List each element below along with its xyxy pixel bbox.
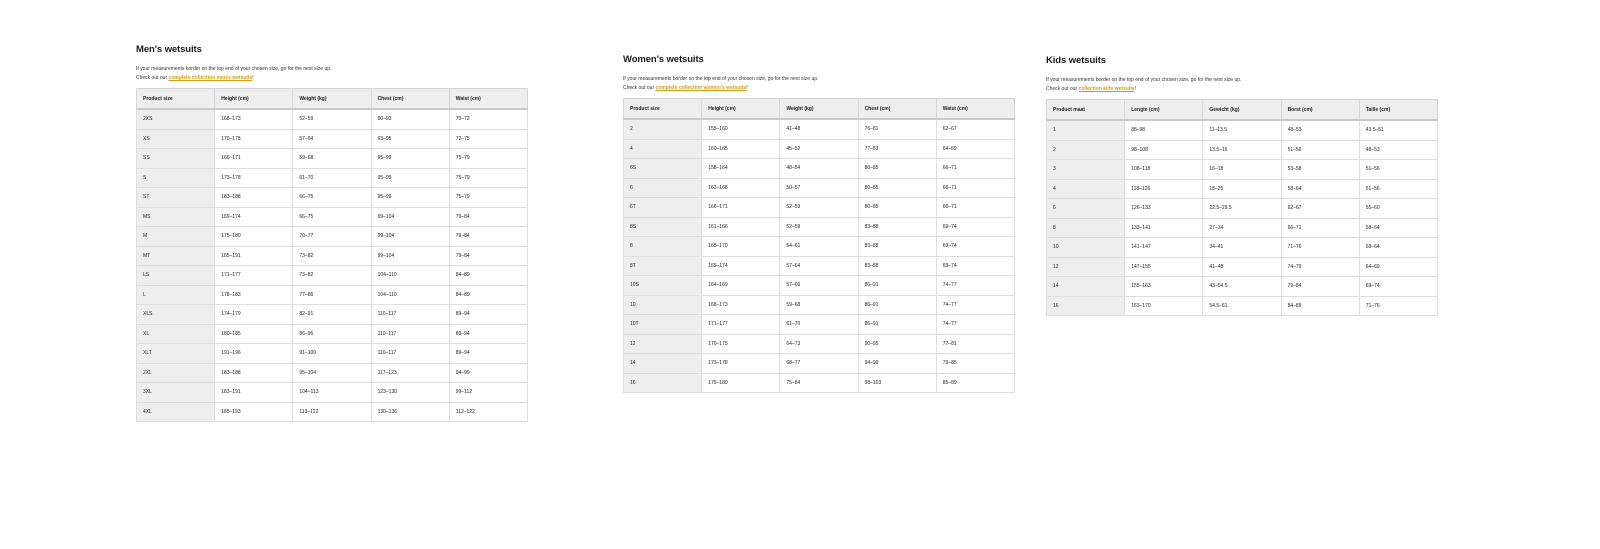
column-header: Chest (cm) bbox=[371, 89, 449, 110]
measurement-cell: 48–53 bbox=[1281, 120, 1359, 140]
measurement-cell: 99–104 bbox=[371, 207, 449, 227]
measurement-cell: 57–64 bbox=[780, 256, 858, 276]
size-cell: M bbox=[137, 227, 215, 247]
size-cell: 6 bbox=[624, 178, 702, 198]
size-cell: 10 bbox=[1047, 238, 1125, 258]
size-cell: 2XL bbox=[137, 363, 215, 383]
size-cell: XLT bbox=[137, 344, 215, 364]
size-cell: 1 bbox=[1047, 120, 1125, 140]
measurement-cell: 88–98 bbox=[1125, 120, 1203, 140]
mens-size-table bbox=[136, 88, 528, 422]
measurement-cell: 95–104 bbox=[293, 363, 371, 383]
measurement-cell: 171–177 bbox=[702, 315, 780, 335]
measurement-cell: 175–180 bbox=[215, 227, 293, 247]
table-row bbox=[1047, 277, 1438, 297]
measurement-cell: 80–85 bbox=[858, 198, 936, 218]
measurement-cell: 89–94 bbox=[449, 344, 527, 364]
measurement-cell: 13.5–16 bbox=[1203, 140, 1281, 160]
measurement-cell: 69–74 bbox=[936, 237, 1014, 257]
column-header: Chest (cm) bbox=[858, 99, 936, 120]
mens-wetsuits-note bbox=[136, 65, 528, 83]
measurement-cell: 58–64 bbox=[1281, 179, 1359, 199]
measurement-cell: 99–104 bbox=[371, 246, 449, 266]
column-header: Weight (kg) bbox=[780, 99, 858, 120]
table-header-row bbox=[137, 89, 528, 110]
measurement-cell: 183–191 bbox=[215, 383, 293, 403]
size-cell: SS bbox=[137, 149, 215, 169]
measurement-cell: 99–104 bbox=[371, 227, 449, 247]
measurement-cell: 48–54 bbox=[780, 159, 858, 179]
size-cell: S bbox=[137, 168, 215, 188]
measurement-cell: 95–99 bbox=[371, 188, 449, 208]
measurement-cell: 59–68 bbox=[780, 295, 858, 315]
table-row bbox=[137, 344, 528, 364]
measurement-cell: 79–85 bbox=[936, 354, 1014, 374]
womens-wetsuits-panel bbox=[623, 54, 1015, 393]
measurement-cell: 86–91 bbox=[858, 276, 936, 296]
mens-wetsuits-title: Men's wetsuits bbox=[136, 44, 202, 55]
measurement-cell: 66–71 bbox=[1281, 218, 1359, 238]
measurement-cell: 22.5–29.5 bbox=[1203, 199, 1281, 219]
measurement-cell: 54–61 bbox=[780, 237, 858, 257]
measurement-cell: 79–84 bbox=[449, 246, 527, 266]
table-row bbox=[624, 217, 1015, 237]
measurement-cell: 62–67 bbox=[936, 119, 1014, 139]
measurement-cell: 84–89 bbox=[449, 285, 527, 305]
measurement-cell: 170–175 bbox=[215, 129, 293, 149]
table-row bbox=[624, 373, 1015, 393]
measurement-cell: 77–83 bbox=[858, 139, 936, 159]
measurement-cell: 50–57 bbox=[780, 178, 858, 198]
measurement-cell: 169–174 bbox=[215, 207, 293, 227]
mens-note-suffix: ! bbox=[252, 75, 254, 81]
measurement-cell: 80–85 bbox=[858, 159, 936, 179]
measurement-cell: 16–18 bbox=[1203, 160, 1281, 180]
table-row bbox=[137, 109, 528, 129]
measurement-cell: 27–34 bbox=[1203, 218, 1281, 238]
measurement-cell: 41–48 bbox=[1203, 257, 1281, 277]
size-cell: MT bbox=[137, 246, 215, 266]
measurement-cell: 166–171 bbox=[215, 149, 293, 169]
table-row bbox=[137, 168, 528, 188]
measurement-cell: 86–91 bbox=[858, 315, 936, 335]
size-cell: 8 bbox=[624, 237, 702, 257]
measurement-cell: 90–95 bbox=[858, 334, 936, 354]
measurement-cell: 52–59 bbox=[293, 109, 371, 129]
measurement-cell: 84–89 bbox=[1281, 296, 1359, 316]
measurement-cell: 59–68 bbox=[293, 149, 371, 169]
size-cell: 3 bbox=[1047, 160, 1125, 180]
measurement-cell: 89–94 bbox=[449, 305, 527, 325]
measurement-cell: 69–74 bbox=[936, 217, 1014, 237]
measurement-cell: 185–193 bbox=[215, 402, 293, 422]
measurement-cell: 174–179 bbox=[215, 305, 293, 325]
measurement-cell: 173–178 bbox=[215, 168, 293, 188]
column-header: Borst (cm) bbox=[1281, 100, 1359, 121]
table-row bbox=[1047, 199, 1438, 219]
size-cell: 2 bbox=[1047, 140, 1125, 160]
table-row bbox=[624, 295, 1015, 315]
measurement-cell: 75–79 bbox=[449, 149, 527, 169]
kids-wetsuits-panel bbox=[1046, 55, 1438, 316]
table-row bbox=[1047, 140, 1438, 160]
measurement-cell: 52–59 bbox=[780, 217, 858, 237]
measurement-cell: 74–79 bbox=[1281, 257, 1359, 277]
measurement-cell: 64–69 bbox=[936, 139, 1014, 159]
measurement-cell: 84–89 bbox=[449, 266, 527, 286]
measurement-cell: 123–130 bbox=[371, 383, 449, 403]
size-cell: 2XS bbox=[137, 109, 215, 129]
table-row bbox=[624, 119, 1015, 139]
measurement-cell: 48–53 bbox=[1359, 140, 1437, 160]
size-cell: XLS bbox=[137, 305, 215, 325]
table-row bbox=[1047, 160, 1438, 180]
womens-collection-line bbox=[623, 84, 1015, 93]
measurement-cell: 110–117 bbox=[371, 305, 449, 325]
measurement-cell: 118–126 bbox=[1125, 179, 1203, 199]
measurement-cell: 77–86 bbox=[293, 285, 371, 305]
column-header: Weight (kg) bbox=[293, 89, 371, 110]
table-row bbox=[624, 256, 1015, 276]
size-cell: MS bbox=[137, 207, 215, 227]
measurement-cell: 141–147 bbox=[1125, 238, 1203, 258]
measurement-cell: 112–122 bbox=[449, 402, 527, 422]
column-header: Product size bbox=[137, 89, 215, 110]
measurement-cell: 75–79 bbox=[449, 188, 527, 208]
measurement-cell: 80–85 bbox=[858, 178, 936, 198]
measurement-cell: 43.5–51 bbox=[1359, 120, 1437, 140]
measurement-cell: 52–59 bbox=[780, 198, 858, 218]
measurement-cell: 70–77 bbox=[293, 227, 371, 247]
kids-collection-line bbox=[1046, 85, 1438, 94]
mens-size-advice: If your measurements border on the top end of your chosen size, go for the next size up. bbox=[136, 66, 332, 72]
womens-wetsuits-note bbox=[623, 75, 1015, 93]
column-header: Waist (cm) bbox=[449, 89, 527, 110]
measurement-cell: 95–99 bbox=[371, 149, 449, 169]
size-cell: 14 bbox=[624, 354, 702, 374]
measurement-cell: 41–48 bbox=[780, 119, 858, 139]
measurement-cell: 64–69 bbox=[1359, 257, 1437, 277]
measurement-cell: 58–64 bbox=[1359, 238, 1437, 258]
table-row bbox=[1047, 296, 1438, 316]
measurement-cell: 53–58 bbox=[1281, 160, 1359, 180]
table-row bbox=[624, 139, 1015, 159]
measurement-cell: 69–74 bbox=[936, 256, 1014, 276]
size-cell: 10S bbox=[624, 276, 702, 296]
size-cell: XL bbox=[137, 324, 215, 344]
measurement-cell: 18–25 bbox=[1203, 179, 1281, 199]
measurement-cell: 73–82 bbox=[293, 246, 371, 266]
kids-note-prefix: Check out our bbox=[1046, 86, 1079, 92]
measurement-cell: 183–188 bbox=[215, 363, 293, 383]
table-row bbox=[624, 178, 1015, 198]
measurement-cell: 168–173 bbox=[702, 295, 780, 315]
size-cell: 10T bbox=[624, 315, 702, 335]
measurement-cell: 57–64 bbox=[293, 129, 371, 149]
measurement-cell: 180–185 bbox=[215, 324, 293, 344]
kids-wetsuits-note bbox=[1046, 76, 1438, 94]
measurement-cell: 99–112 bbox=[449, 383, 527, 403]
column-header: Product maat bbox=[1047, 100, 1125, 121]
column-header: Height (cm) bbox=[215, 89, 293, 110]
table-row bbox=[137, 149, 528, 169]
table-row bbox=[137, 227, 528, 247]
size-cell: 6 bbox=[1047, 199, 1125, 219]
measurement-cell: 57–66 bbox=[780, 276, 858, 296]
size-cell: 14 bbox=[1047, 277, 1125, 297]
measurement-cell: 66–71 bbox=[936, 178, 1014, 198]
kids-wetsuits-title: Kids wetsuits bbox=[1046, 55, 1106, 66]
measurement-cell: 110–117 bbox=[371, 324, 449, 344]
table-row bbox=[137, 305, 528, 325]
measurement-cell: 163–170 bbox=[1125, 296, 1203, 316]
measurement-cell: 90–93 bbox=[371, 109, 449, 129]
column-header: Product size bbox=[624, 99, 702, 120]
table-row bbox=[137, 207, 528, 227]
womens-wetsuits-title: Women's wetsuits bbox=[623, 54, 704, 65]
table-row bbox=[137, 246, 528, 266]
measurement-cell: 147–155 bbox=[1125, 257, 1203, 277]
womens-collection-link[interactable]: complete collection women's wetsuits bbox=[655, 85, 747, 91]
table-row bbox=[624, 276, 1015, 296]
measurement-cell: 75–79 bbox=[449, 168, 527, 188]
measurement-cell: 178–183 bbox=[215, 285, 293, 305]
table-row bbox=[137, 324, 528, 344]
table-row bbox=[1047, 257, 1438, 277]
kids-size-advice: If your measurements border on the top end of your chosen size, go for the next size up. bbox=[1046, 77, 1242, 83]
measurement-cell: 51–56 bbox=[1359, 160, 1437, 180]
table-header-row bbox=[624, 99, 1015, 120]
measurement-cell: 62–67 bbox=[1281, 199, 1359, 219]
size-cell: ST bbox=[137, 188, 215, 208]
column-header: Waist (cm) bbox=[936, 99, 1014, 120]
table-row bbox=[624, 315, 1015, 335]
measurement-cell: 163–168 bbox=[702, 178, 780, 198]
mens-wetsuits-panel bbox=[136, 44, 528, 422]
measurement-cell: 61–70 bbox=[780, 315, 858, 335]
size-cell: 4 bbox=[1047, 179, 1125, 199]
size-cell: 16 bbox=[1047, 296, 1125, 316]
measurement-cell: 43–54.5 bbox=[1203, 277, 1281, 297]
womens-size-advice: If your measurements border on the top end of your chosen size, go for the next size up. bbox=[623, 76, 819, 82]
measurement-cell: 113–122 bbox=[293, 402, 371, 422]
size-cell: 8 bbox=[1047, 218, 1125, 238]
womens-note-prefix: Check out our bbox=[623, 85, 656, 91]
table-row bbox=[624, 159, 1015, 179]
measurement-cell: 117–123 bbox=[371, 363, 449, 383]
kids-note-suffix: ! bbox=[1134, 86, 1137, 92]
kids-collection-link[interactable]: collection kids wetsuits bbox=[1078, 86, 1135, 92]
womens-size-table bbox=[623, 98, 1015, 393]
measurement-cell: 89–94 bbox=[449, 324, 527, 344]
measurement-cell: 66–71 bbox=[936, 159, 1014, 179]
size-cell: 12 bbox=[1047, 257, 1125, 277]
table-row bbox=[137, 266, 528, 286]
measurement-cell: 161–166 bbox=[702, 217, 780, 237]
table-row bbox=[137, 402, 528, 422]
measurement-cell: 98–103 bbox=[858, 373, 936, 393]
measurement-cell: 126–133 bbox=[1125, 199, 1203, 219]
size-cell: LS bbox=[137, 266, 215, 286]
measurement-cell: 110–117 bbox=[371, 344, 449, 364]
measurement-cell: 86–95 bbox=[293, 324, 371, 344]
measurement-cell: 75–84 bbox=[780, 373, 858, 393]
measurement-cell: 130–136 bbox=[371, 402, 449, 422]
measurement-cell: 185–191 bbox=[215, 246, 293, 266]
measurement-cell: 74–77 bbox=[936, 295, 1014, 315]
measurement-cell: 191–196 bbox=[215, 344, 293, 364]
measurement-cell: 104–113 bbox=[293, 383, 371, 403]
measurement-cell: 51–56 bbox=[1281, 140, 1359, 160]
size-cell: L bbox=[137, 285, 215, 305]
measurement-cell: 66–75 bbox=[293, 207, 371, 227]
size-cell: 12 bbox=[624, 334, 702, 354]
measurement-cell: 169–174 bbox=[702, 256, 780, 276]
measurement-cell: 94–99 bbox=[858, 354, 936, 374]
measurement-cell: 158–164 bbox=[702, 159, 780, 179]
size-cell: XS bbox=[137, 129, 215, 149]
table-row bbox=[137, 363, 528, 383]
column-header: Height (cm) bbox=[702, 99, 780, 120]
table-row bbox=[137, 383, 528, 403]
column-header: Taille (cm) bbox=[1359, 100, 1437, 121]
measurement-cell: 72–75 bbox=[449, 129, 527, 149]
measurement-cell: 170–175 bbox=[702, 334, 780, 354]
table-row bbox=[137, 188, 528, 208]
measurement-cell: 85–89 bbox=[936, 373, 1014, 393]
measurement-cell: 73–82 bbox=[293, 266, 371, 286]
size-cell: 16 bbox=[624, 373, 702, 393]
measurement-cell: 175–180 bbox=[702, 373, 780, 393]
measurement-cell: 71–76 bbox=[1281, 238, 1359, 258]
measurement-cell: 86–91 bbox=[858, 295, 936, 315]
measurement-cell: 76–81 bbox=[858, 119, 936, 139]
measurement-cell: 45–52 bbox=[780, 139, 858, 159]
measurement-cell: 77–81 bbox=[936, 334, 1014, 354]
measurement-cell: 166–171 bbox=[702, 198, 780, 218]
measurement-cell: 70–72 bbox=[449, 109, 527, 129]
measurement-cell: 104–110 bbox=[371, 285, 449, 305]
measurement-cell: 91–100 bbox=[293, 344, 371, 364]
size-cell: 2 bbox=[624, 119, 702, 139]
measurement-cell: 155–160 bbox=[702, 119, 780, 139]
measurement-cell: 79–84 bbox=[1281, 277, 1359, 297]
measurement-cell: 66–75 bbox=[293, 188, 371, 208]
table-row bbox=[624, 354, 1015, 374]
measurement-cell: 171–177 bbox=[215, 266, 293, 286]
measurement-cell: 93–95 bbox=[371, 129, 449, 149]
table-row bbox=[1047, 238, 1438, 258]
kids-size-table bbox=[1046, 99, 1438, 316]
measurement-cell: 160–165 bbox=[702, 139, 780, 159]
measurement-cell: 71–76 bbox=[1359, 296, 1437, 316]
size-cell: 6T bbox=[624, 198, 702, 218]
size-cell: 8T bbox=[624, 256, 702, 276]
measurement-cell: 98–108 bbox=[1125, 140, 1203, 160]
table-row bbox=[137, 285, 528, 305]
size-cell: 6S bbox=[624, 159, 702, 179]
size-cell: 10 bbox=[624, 295, 702, 315]
table-row bbox=[624, 198, 1015, 218]
measurement-cell: 64–73 bbox=[780, 334, 858, 354]
measurement-cell: 183–188 bbox=[215, 188, 293, 208]
measurement-cell: 82–91 bbox=[293, 305, 371, 325]
column-header: Gewicht (kg) bbox=[1203, 100, 1281, 121]
measurement-cell: 61–70 bbox=[293, 168, 371, 188]
measurement-cell: 95–99 bbox=[371, 168, 449, 188]
table-row bbox=[624, 237, 1015, 257]
size-cell: 4 bbox=[624, 139, 702, 159]
table-row bbox=[1047, 218, 1438, 238]
measurement-cell: 173–178 bbox=[702, 354, 780, 374]
size-cell: 4XL bbox=[137, 402, 215, 422]
measurement-cell: 74–77 bbox=[936, 276, 1014, 296]
table-row bbox=[1047, 179, 1438, 199]
size-cell: 3XL bbox=[137, 383, 215, 403]
measurement-cell: 104–110 bbox=[371, 266, 449, 286]
measurement-cell: 68–77 bbox=[780, 354, 858, 374]
table-row bbox=[624, 334, 1015, 354]
size-cell: 8S bbox=[624, 217, 702, 237]
measurement-cell: 83–88 bbox=[858, 237, 936, 257]
mens-note-prefix: Check out our bbox=[136, 75, 169, 81]
measurement-cell: 74–77 bbox=[936, 315, 1014, 335]
table-header-row bbox=[1047, 100, 1438, 121]
measurement-cell: 108–118 bbox=[1125, 160, 1203, 180]
table-row bbox=[137, 129, 528, 149]
table-row bbox=[1047, 120, 1438, 140]
measurement-cell: 94–99 bbox=[449, 363, 527, 383]
measurement-cell: 69–74 bbox=[1359, 277, 1437, 297]
measurement-cell: 79–84 bbox=[449, 227, 527, 247]
measurement-cell: 168–173 bbox=[215, 109, 293, 129]
measurement-cell: 155–163 bbox=[1125, 277, 1203, 297]
measurement-cell: 11–13.5 bbox=[1203, 120, 1281, 140]
measurement-cell: 133–141 bbox=[1125, 218, 1203, 238]
measurement-cell: 165–170 bbox=[702, 237, 780, 257]
measurement-cell: 79–84 bbox=[449, 207, 527, 227]
measurement-cell: 164–169 bbox=[702, 276, 780, 296]
measurement-cell: 34–41 bbox=[1203, 238, 1281, 258]
column-header: Lengte (cm) bbox=[1125, 100, 1203, 121]
mens-collection-link[interactable]: complete collection men's wetsuits bbox=[168, 75, 253, 81]
measurement-cell: 83–88 bbox=[858, 256, 936, 276]
womens-note-suffix: ! bbox=[746, 85, 748, 91]
measurement-cell: 66–71 bbox=[936, 198, 1014, 218]
measurement-cell: 54.5–61 bbox=[1203, 296, 1281, 316]
measurement-cell: 83–88 bbox=[858, 217, 936, 237]
measurement-cell: 51–56 bbox=[1359, 179, 1437, 199]
measurement-cell: 58–64 bbox=[1359, 218, 1437, 238]
mens-collection-line bbox=[136, 74, 528, 83]
measurement-cell: 55–60 bbox=[1359, 199, 1437, 219]
